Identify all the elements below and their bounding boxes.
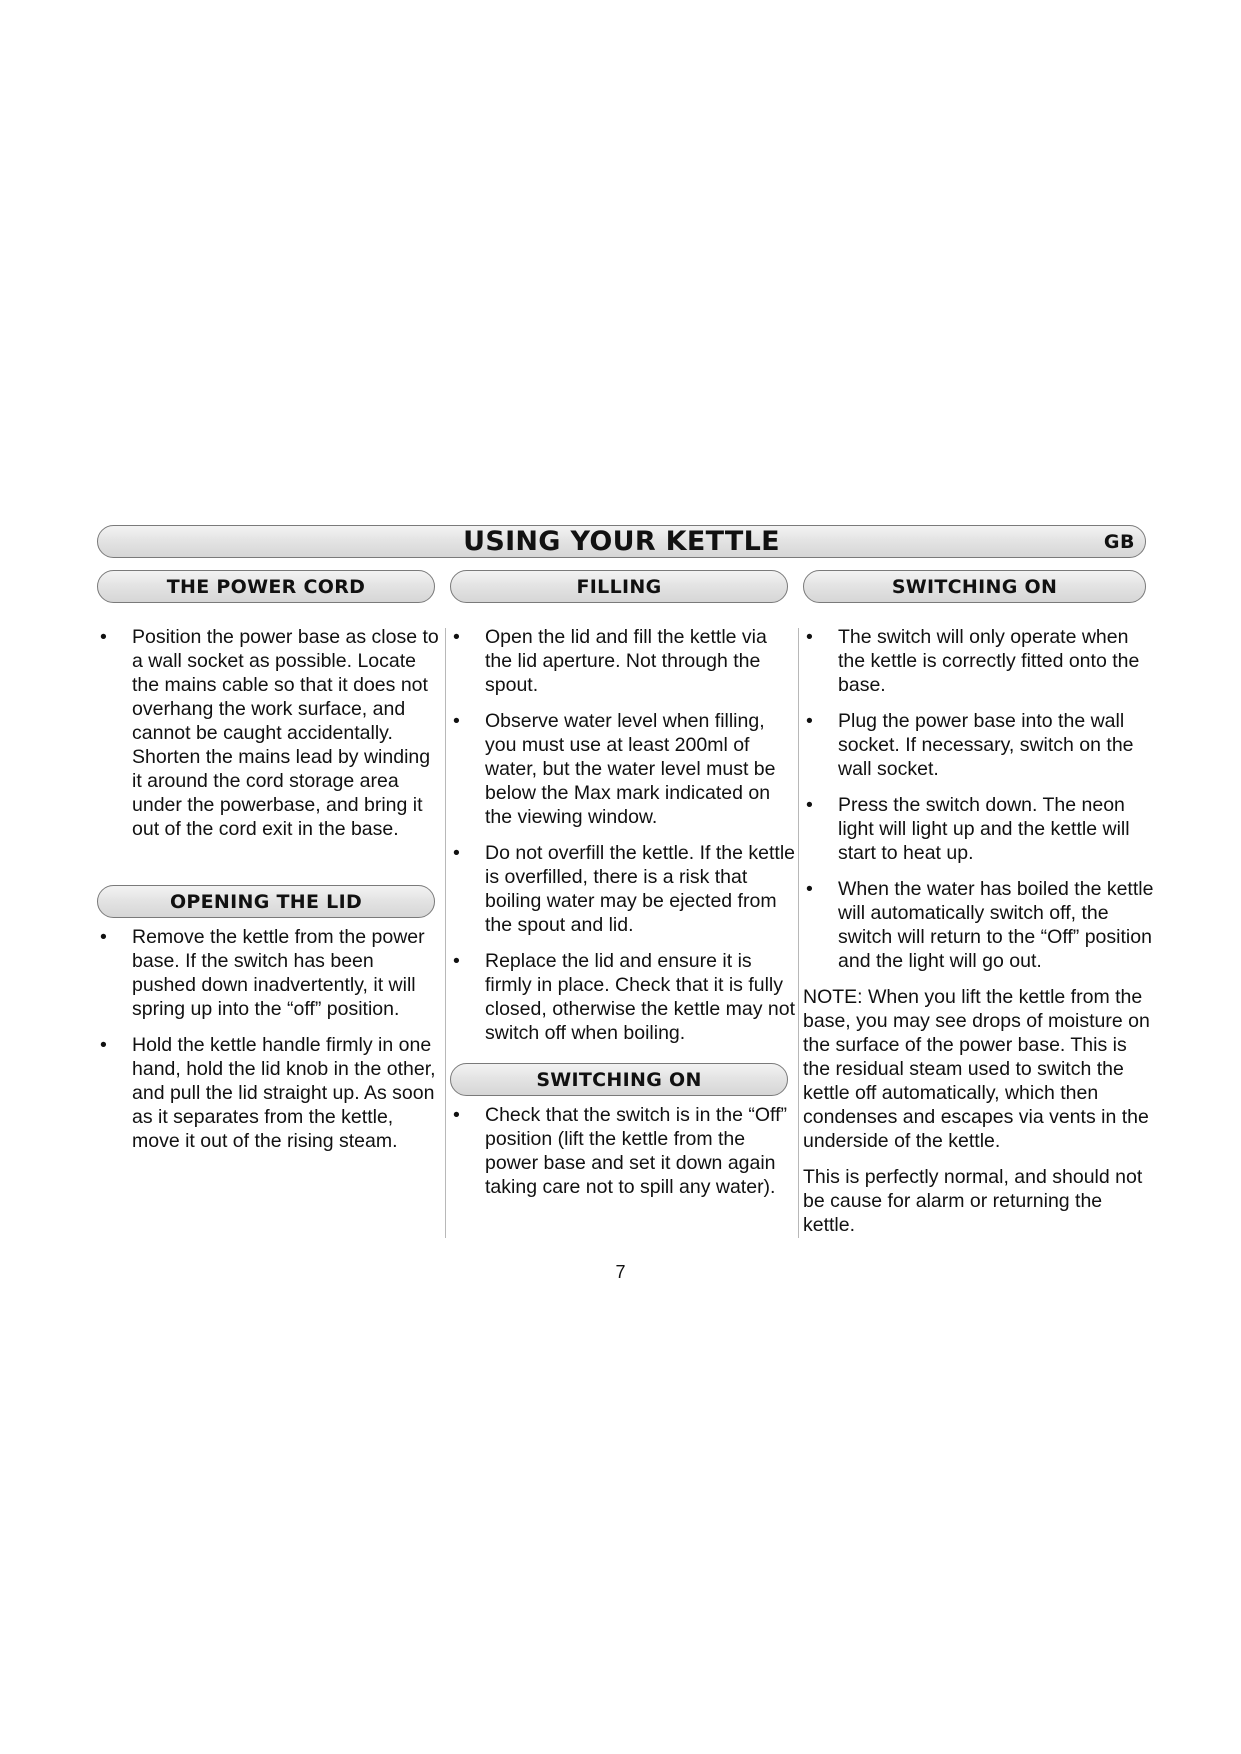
column-divider bbox=[798, 628, 799, 1238]
list-item: • The switch will only operate when the kettle is correctly fitted onto the base. bbox=[806, 626, 1140, 696]
list-item: • Remove the kettle from the power base. If the switch has been pushed down inadvertently, it will spring up into the “off” position. bbox=[100, 926, 425, 1020]
page-number: 7 bbox=[615, 1262, 626, 1282]
page-title: USING YOUR KETTLE bbox=[463, 526, 780, 557]
list-item: • When the water has boiled the kettle will automatically switch off, the switch will return to the “Off” position and the light will go out. bbox=[806, 878, 1154, 972]
page-title-banner bbox=[97, 525, 1146, 558]
column-opening-the-lid bbox=[97, 925, 442, 1165]
list-item: • Do not overfill the kettle. If the kettle is overfilled, there is a risk that boiling water may be ejected from the spout and lid. bbox=[453, 842, 795, 936]
list-item: • Open the lid and fill the kettle via the lid aperture. Not through the spout. bbox=[453, 626, 767, 696]
switching-on-list bbox=[803, 625, 1158, 973]
switching-on-check-list bbox=[450, 1103, 795, 1199]
section-heading-switching-on: SWITCHING ON bbox=[803, 570, 1146, 603]
section-heading-switching-on-middle: SWITCHING ON bbox=[450, 1063, 788, 1096]
column-power-cord bbox=[97, 625, 442, 853]
filling-list bbox=[450, 625, 795, 1045]
column-switching-on-middle bbox=[450, 1103, 795, 1211]
column-switching-on bbox=[803, 625, 1158, 1249]
list-item: • Observe water level when filling, you must use at least 200ml of water, but the water level must be below the Max mark indicated on the viewing window. bbox=[453, 710, 776, 828]
list-item: • Press the switch down. The neon light will light up and the kettle will start to heat up. bbox=[806, 794, 1130, 864]
power-cord-list bbox=[97, 625, 442, 841]
section-heading-opening-the-lid: OPENING THE LID bbox=[97, 885, 435, 918]
column-filling bbox=[450, 625, 795, 1057]
list-item: • Hold the kettle handle firmly in one hand, hold the lid knob in the other, and pull the lid straight up. As soon as it separates from the kettle, move it out of the rising steam. bbox=[100, 1034, 436, 1152]
note-paragraph: This is perfectly normal, and should not be cause for alarm or returning the kettle. bbox=[803, 1166, 1143, 1236]
note-paragraph: NOTE: When you lift the kettle from the base, you may see drops of moisture on the surface of the power base. This is the residual steam used to switch the kettle off automatically, which then condenses and escapes via vents in the underside of the kettle. bbox=[803, 986, 1150, 1152]
list-item: • Check that the switch is in the “Off” position (lift the kettle from the power base and set it down again taking care not to spill any water). bbox=[453, 1104, 788, 1198]
list-item: • Plug the power base into the wall socket. If necessary, switch on the wall socket. bbox=[806, 710, 1134, 780]
opening-lid-list bbox=[97, 925, 442, 1153]
language-code: GB bbox=[1103, 530, 1135, 553]
section-heading-filling: FILLING bbox=[450, 570, 788, 603]
column-divider bbox=[445, 628, 446, 1238]
list-item: • Position the power base as close to a wall socket as possible. Locate the mains cable so that it does not overhang the work surface, and cannot be caught accidentally. Shorten the mains lead by winding it around the cord storage area under the powerbase, and bring it out of the cord exit in the base. bbox=[100, 626, 439, 840]
list-item: • Replace the lid and ensure it is firmly in place. Check that it is fully closed, otherwise the kettle may not switch off when boiling. bbox=[453, 950, 795, 1044]
section-heading-power-cord: THE POWER CORD bbox=[97, 570, 435, 603]
